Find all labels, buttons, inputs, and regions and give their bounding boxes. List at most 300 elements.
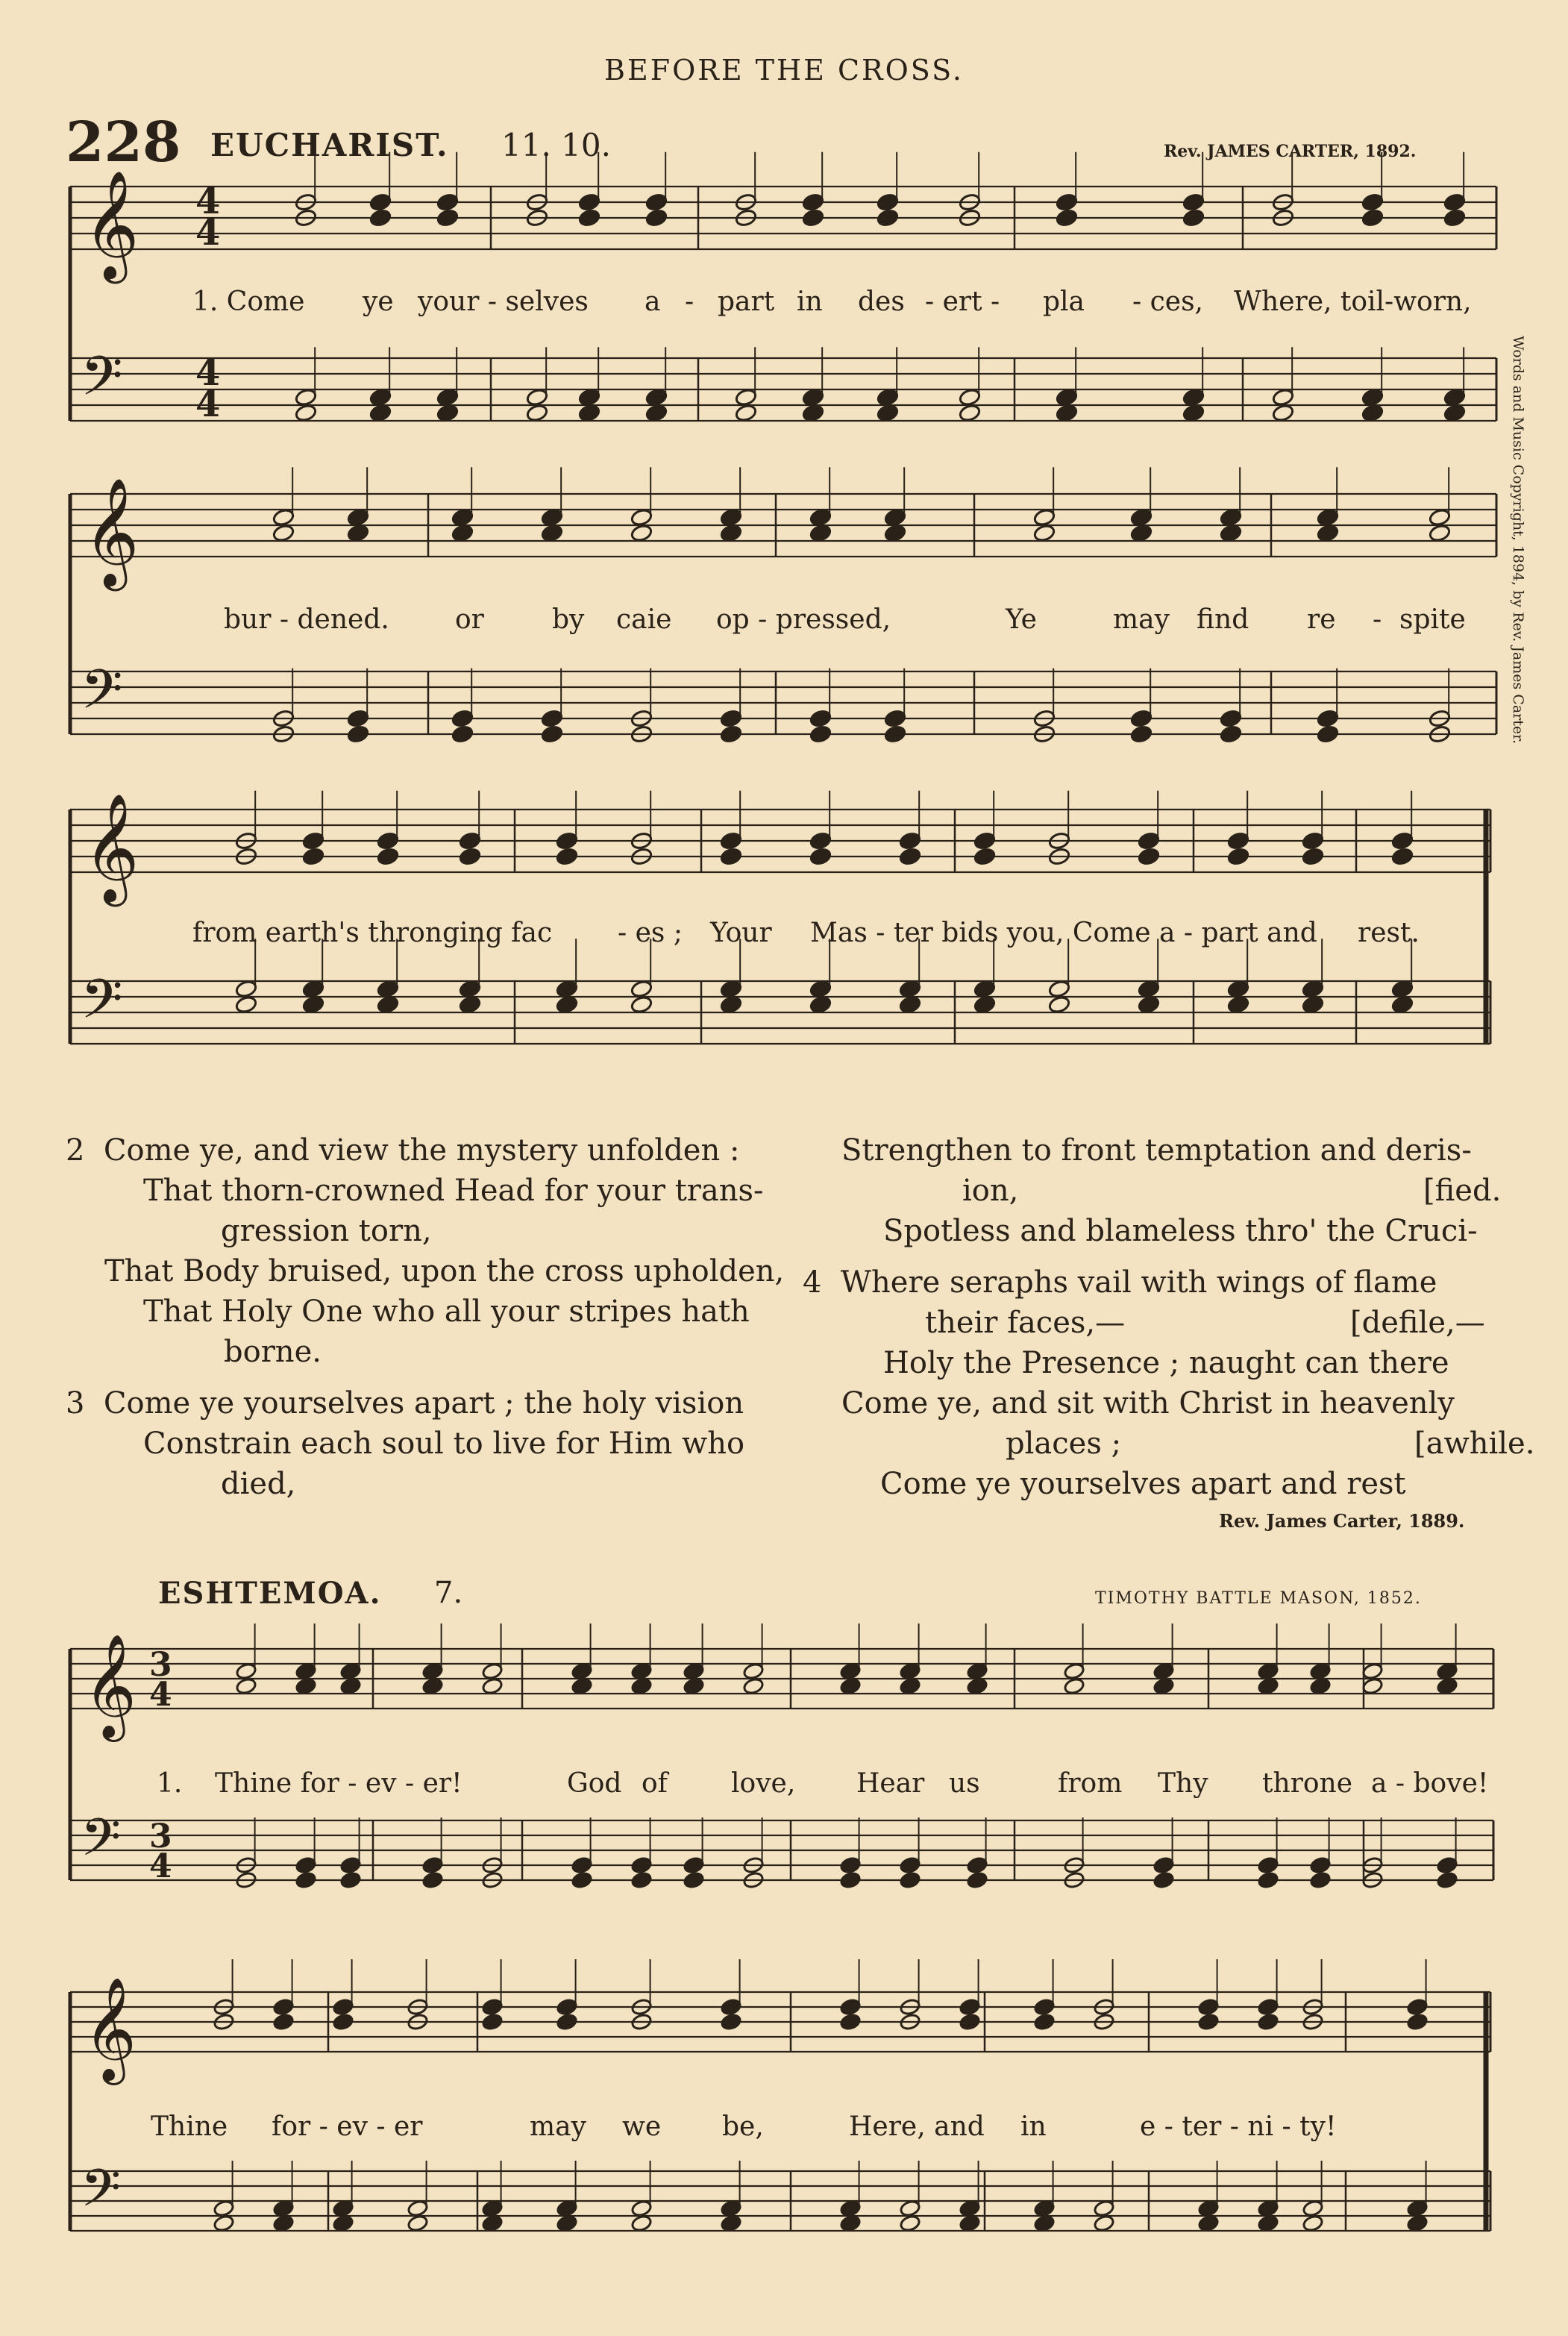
note-head: [1361, 192, 1384, 211]
note-head: [1153, 1856, 1174, 1874]
note-head: [1309, 1856, 1331, 1874]
note-head: [347, 508, 370, 527]
note-head: [332, 2013, 354, 2031]
note-head: [1063, 1677, 1085, 1695]
lyric-syllable: from earth's thronging fac: [192, 918, 553, 948]
note-head: [556, 2199, 577, 2217]
note-head: [1056, 208, 1079, 227]
note-head: [884, 724, 907, 743]
lyric-syllable: throne: [1262, 1768, 1353, 1799]
note-head: [571, 1856, 592, 1874]
note-head: [421, 1871, 443, 1889]
note-head: [876, 388, 900, 407]
note-head: [1056, 192, 1079, 211]
note-head: [578, 208, 601, 227]
note-head: [809, 524, 832, 542]
note-head: [332, 2199, 354, 2217]
note-head: [526, 404, 549, 422]
lyric-syllable: Your: [710, 918, 772, 948]
note-head: [556, 1998, 577, 2016]
note-head: [235, 1677, 257, 1695]
note-head: [1197, 2199, 1219, 2217]
note-head: [683, 1871, 704, 1889]
lyric-syllable: for - ev - er: [272, 2111, 423, 2142]
note-head: [459, 995, 482, 1014]
note-head: [1056, 404, 1079, 422]
note-head: [578, 192, 601, 211]
note-head: [272, 2013, 294, 2031]
lyric-syllable: - ces,: [1132, 286, 1203, 317]
lyric-syllable: Thine for - ev - er!: [215, 1768, 462, 1799]
lyric-syllable: rest.: [1358, 918, 1420, 948]
note-head: [809, 508, 832, 527]
note-head: [645, 208, 668, 227]
hymn-number: 228: [66, 110, 181, 175]
note-head: [1182, 192, 1205, 211]
note-head: [839, 1871, 861, 1889]
lyric-syllable: pla: [1043, 286, 1085, 317]
note-head: [213, 2214, 234, 2232]
note-head: [578, 388, 601, 407]
note-head: [1309, 1871, 1331, 1889]
lyric-syllable: may: [1113, 604, 1170, 635]
lyric-syllable: 1. Come: [192, 286, 305, 317]
note-head: [481, 2214, 503, 2232]
note-head: [1093, 2214, 1114, 2232]
bass-clef: 𝄢: [81, 344, 123, 421]
note-head: [481, 1677, 503, 1695]
lyric-syllable: Thine: [151, 2111, 228, 2142]
note-head: [339, 1871, 361, 1889]
note-head: [966, 1677, 988, 1695]
note-head: [1033, 508, 1056, 527]
note-head: [1406, 1998, 1428, 2016]
note-head: [1257, 1677, 1279, 1695]
note-head: [683, 1856, 704, 1874]
note-head: [1197, 2013, 1219, 2031]
note-head: [1138, 831, 1161, 850]
note-head: [571, 1871, 592, 1889]
note-head: [578, 404, 601, 422]
note-head: [899, 980, 922, 998]
lyric-syllable: caie: [616, 604, 672, 635]
note-head: [1197, 2214, 1219, 2232]
note-head: [1063, 1662, 1085, 1680]
note-head: [809, 709, 832, 727]
note-head: [332, 1998, 354, 2016]
note-head: [720, 847, 743, 865]
note-head: [1406, 2214, 1428, 2232]
note-head: [1220, 524, 1243, 542]
lyric-syllable: from: [1058, 1768, 1123, 1799]
note-head: [1436, 1662, 1458, 1680]
note-head: [556, 2214, 577, 2232]
note-head: [1309, 1662, 1331, 1680]
note-head: [235, 1662, 257, 1680]
note-head: [735, 388, 758, 407]
note-head: [377, 847, 400, 865]
note-head: [1361, 208, 1384, 227]
lyric-syllable: or: [455, 604, 484, 635]
note-head: [556, 847, 579, 865]
note-head: [809, 995, 832, 1014]
time-signature: 4: [149, 1847, 172, 1885]
note-head: [720, 831, 743, 850]
note-head: [1406, 2199, 1428, 2217]
note-head: [630, 2199, 652, 2217]
note-head: [1130, 508, 1153, 527]
note-head: [1443, 192, 1467, 211]
note-head: [459, 831, 482, 850]
note-head: [302, 847, 325, 865]
note-head: [541, 524, 564, 542]
note-head: [1130, 724, 1153, 743]
note-head: [481, 1662, 503, 1680]
lyric-syllable: - ert -: [925, 286, 1000, 317]
note-head: [839, 1998, 861, 2016]
note-head: [1309, 1677, 1331, 1695]
note-head: [1436, 1677, 1458, 1695]
note-head: [683, 1677, 704, 1695]
note-head: [899, 1662, 921, 1680]
note-head: [899, 1677, 921, 1695]
note-head: [1227, 995, 1250, 1014]
note-head: [295, 1871, 316, 1889]
note-head: [645, 388, 668, 407]
note-head: [213, 2199, 234, 2217]
note-head: [1093, 2199, 1114, 2217]
note-head: [451, 709, 474, 727]
note-head: [1220, 508, 1243, 527]
note-head: [1317, 508, 1340, 527]
lyric-syllable: re: [1307, 604, 1336, 635]
note-head: [1302, 831, 1325, 850]
lyric-syllable: be,: [722, 2111, 764, 2142]
note-head: [1391, 995, 1414, 1014]
note-head: [347, 724, 370, 743]
note-head: [1130, 524, 1153, 542]
lyric-syllable: -: [1373, 604, 1382, 635]
treble-clef: 𝄞: [84, 1634, 137, 1738]
note-head: [1302, 995, 1325, 1014]
composer-credit-2: TIMOTHY BATTLE MASON, 1852.: [1095, 1589, 1422, 1608]
lyric-syllable: des: [858, 286, 905, 317]
note-head: [235, 995, 258, 1014]
time-signature: 4: [149, 1676, 172, 1714]
note-head: [272, 524, 295, 542]
note-head: [369, 192, 392, 211]
note-head: [839, 2013, 861, 2031]
note-head: [839, 1856, 861, 1874]
note-head: [302, 995, 325, 1014]
note-head: [1302, 2199, 1323, 2217]
note-head: [272, 1998, 294, 2016]
note-head: [459, 847, 482, 865]
note-head: [899, 2214, 921, 2232]
lyric-syllable: a - bove!: [1371, 1768, 1489, 1799]
verse-4: 4 Where seraphs vail with wings of flame their faces,— [defile,— Holy the Presence ; naught can there Come ye, and sit with Christ in heavenly places ; [awhile. Come ye yourselves apart and rest: [803, 1265, 1535, 1501]
note-head: [802, 208, 825, 227]
lyric-syllable: find: [1197, 604, 1249, 635]
note-head: [1257, 2214, 1279, 2232]
note-head: [1197, 1998, 1219, 2016]
note-head: [1033, 524, 1056, 542]
note-head: [959, 2013, 980, 2031]
note-head: [272, 508, 295, 527]
lyric-syllable: bur - dened.: [224, 604, 389, 635]
note-head: [1429, 508, 1452, 527]
running-head: BEFORE THE CROSS.: [604, 54, 964, 87]
note-head: [1257, 2013, 1279, 2031]
note-head: [302, 831, 325, 850]
note-head: [541, 508, 564, 527]
note-head: [451, 508, 474, 527]
note-head: [973, 980, 997, 998]
note-head: [369, 208, 392, 227]
note-head: [839, 2199, 861, 2217]
note-head: [809, 847, 832, 865]
note-head: [1436, 1856, 1458, 1874]
note-head: [899, 847, 922, 865]
note-head: [369, 404, 392, 422]
note-head: [645, 192, 668, 211]
note-head: [1391, 847, 1414, 865]
note-head: [1182, 404, 1205, 422]
note-head: [720, 2214, 741, 2232]
note-head: [959, 2199, 980, 2217]
note-head: [973, 831, 997, 850]
lyric-syllable: by: [552, 604, 585, 635]
note-head: [1048, 980, 1071, 998]
lyric-syllable: Thy: [1158, 1768, 1208, 1799]
lyric-syllable: of: [642, 1768, 668, 1799]
note-head: [451, 524, 474, 542]
note-head: [720, 524, 743, 542]
note-head: [630, 1677, 652, 1695]
note-head: [959, 404, 982, 422]
lyric-syllable: spite: [1399, 604, 1466, 635]
note-head: [1138, 847, 1161, 865]
note-head: [339, 1662, 361, 1680]
note-head: [481, 2199, 503, 2217]
note-head: [421, 1856, 443, 1874]
note-head: [966, 1662, 988, 1680]
note-head: [295, 388, 318, 407]
note-head: [973, 995, 997, 1014]
note-head: [1257, 1998, 1279, 2016]
lyric-syllable: Mas - ter bids you, Come a - part and: [810, 918, 1317, 948]
lyric-syllable: Here, and: [849, 2111, 985, 2142]
note-head: [1443, 208, 1467, 227]
verse-credit: Rev. James Carter, 1889.: [1219, 1510, 1465, 1532]
note-head: [1033, 1998, 1055, 2016]
note-head: [1391, 980, 1414, 998]
note-head: [1257, 2199, 1279, 2217]
note-head: [630, 524, 653, 542]
note-head: [1302, 847, 1325, 865]
note-head: [630, 1662, 652, 1680]
note-head: [809, 980, 832, 998]
lyric-syllable: -: [685, 286, 694, 317]
note-head: [556, 2013, 577, 2031]
note-head: [1130, 709, 1153, 727]
note-head: [436, 404, 460, 422]
lyric-syllable: we: [622, 2111, 662, 2142]
note-head: [1033, 2013, 1055, 2031]
note-head: [347, 709, 370, 727]
note-head: [720, 1998, 741, 2016]
note-head: [272, 2199, 294, 2217]
bass-clef: 𝄢: [81, 1807, 122, 1880]
note-head: [1257, 1856, 1279, 1874]
note-head: [884, 709, 907, 727]
lyric-syllable: a: [645, 286, 661, 317]
note-head: [235, 980, 258, 998]
note-head: [899, 1856, 921, 1874]
note-head: [436, 388, 460, 407]
note-head: [421, 1662, 443, 1680]
note-head: [302, 980, 325, 998]
treble-clef: 𝄞: [84, 1977, 137, 2081]
note-head: [1302, 980, 1325, 998]
note-head: [1138, 980, 1161, 998]
verse-2: 2 Come ye, and view the mystery unfolden : That thorn-crowned Head for your trans- gression torn, That Body bruised, upon the cross upholden, That Holy One who all your stripes hath borne.: [66, 1133, 785, 1369]
note-head: [295, 1677, 316, 1695]
note-head: [1033, 2214, 1055, 2232]
note-head: [683, 1662, 704, 1680]
meter-2: 7.: [434, 1576, 463, 1610]
note-head: [1429, 524, 1452, 542]
note-head: [339, 1677, 361, 1695]
note-head: [876, 192, 900, 211]
note-head: [839, 2214, 861, 2232]
note-head: [1361, 1677, 1383, 1695]
note-head: [839, 1662, 861, 1680]
note-head: [802, 388, 825, 407]
note-head: [876, 404, 900, 422]
time-signature: 4: [195, 383, 221, 425]
lyric-syllable: may: [530, 2111, 586, 2142]
note-head: [630, 1871, 652, 1889]
lyric-syllable: Where, toil-worn,: [1234, 286, 1472, 317]
lyric-syllable: in: [1020, 2111, 1047, 2142]
lyric-syllable: your - selves: [418, 286, 589, 317]
lyric-syllable: e - ter - ni - ty!: [1140, 2111, 1337, 2142]
note-head: [407, 2199, 428, 2217]
lyric-syllable: Ye: [1006, 604, 1037, 635]
bass-clef: 𝄢: [81, 657, 123, 734]
note-head: [1272, 388, 1295, 407]
note-head: [1138, 995, 1161, 1014]
note-head: [1436, 1871, 1458, 1889]
note-head: [1317, 724, 1340, 743]
note-head: [377, 995, 400, 1014]
time-signature: 4: [195, 212, 221, 254]
note-head: [526, 388, 549, 407]
note-head: [630, 995, 653, 1014]
note-head: [1220, 724, 1243, 743]
note-head: [571, 1662, 592, 1680]
note-head: [899, 995, 922, 1014]
note-head: [1153, 1871, 1174, 1889]
time-signature: 3: [149, 1817, 172, 1856]
note-head: [332, 2214, 354, 2232]
treble-clef: 𝄞: [84, 169, 139, 279]
note-head: [1227, 831, 1250, 850]
note-head: [1406, 2013, 1428, 2031]
note-head: [720, 709, 743, 727]
note-head: [1257, 1662, 1279, 1680]
note-head: [973, 847, 997, 865]
note-head: [1443, 388, 1467, 407]
note-head: [1033, 2199, 1055, 2217]
note-head: [876, 208, 900, 227]
note-head: [1272, 404, 1295, 422]
composer-credit: Rev. JAMES CARTER, 1892.: [1164, 142, 1417, 161]
note-head: [645, 404, 668, 422]
note-head: [630, 980, 653, 998]
note-head: [481, 1998, 503, 2016]
note-head: [295, 1662, 316, 1680]
note-head: [720, 2013, 741, 2031]
note-head: [1220, 709, 1243, 727]
note-head: [541, 709, 564, 727]
note-head: [1056, 388, 1079, 407]
copyright-side-note: Words and Music Copyright, 1894, by Rev. James Carter.: [1510, 336, 1526, 745]
note-head: [1182, 388, 1205, 407]
note-head: [1302, 2214, 1323, 2232]
treble-clef: 𝄞: [84, 792, 139, 902]
lyric-syllable: op - pressed,: [716, 604, 891, 635]
time-signature: 3: [149, 1646, 172, 1684]
lyric-syllable: love,: [731, 1768, 796, 1799]
note-head: [1391, 831, 1414, 850]
note-head: [1153, 1662, 1174, 1680]
note-head: [295, 404, 318, 422]
note-head: [556, 831, 579, 850]
note-head: [556, 980, 579, 998]
note-head: [1317, 709, 1340, 727]
note-head: [1361, 1662, 1383, 1680]
note-head: [571, 1677, 592, 1695]
note-head: [459, 980, 482, 998]
note-head: [720, 2199, 741, 2217]
note-head: [802, 404, 825, 422]
note-head: [1361, 388, 1384, 407]
verse-3: 3 Come ye yourselves apart ; the holy vision Constrain each soul to live for Him who died,: [66, 1386, 745, 1501]
note-head: [899, 831, 922, 850]
tune-name: EUCHARIST.: [210, 127, 449, 163]
note-head: [959, 388, 982, 407]
bass-clef: 𝄢: [81, 2158, 122, 2231]
note-head: [742, 1677, 764, 1695]
tune-name-2: ESHTEMOA.: [158, 1576, 382, 1611]
note-head: [899, 2199, 921, 2217]
note-head: [481, 2013, 503, 2031]
note-head: [735, 404, 758, 422]
note-head: [720, 724, 743, 743]
note-head: [884, 508, 907, 527]
note-head: [966, 1856, 988, 1874]
time-signature: 4: [195, 181, 221, 222]
lyric-syllable: God: [567, 1768, 622, 1799]
verse-2-continued: Strengthen to front temptation and deris- ion, [fied. Spotless and blameless thro' the Cruci-: [841, 1133, 1502, 1248]
lyric-syllable: us: [949, 1768, 980, 1799]
note-head: [1182, 208, 1205, 227]
note-head: [720, 995, 743, 1014]
note-head: [407, 2214, 428, 2232]
note-head: [959, 1998, 980, 2016]
